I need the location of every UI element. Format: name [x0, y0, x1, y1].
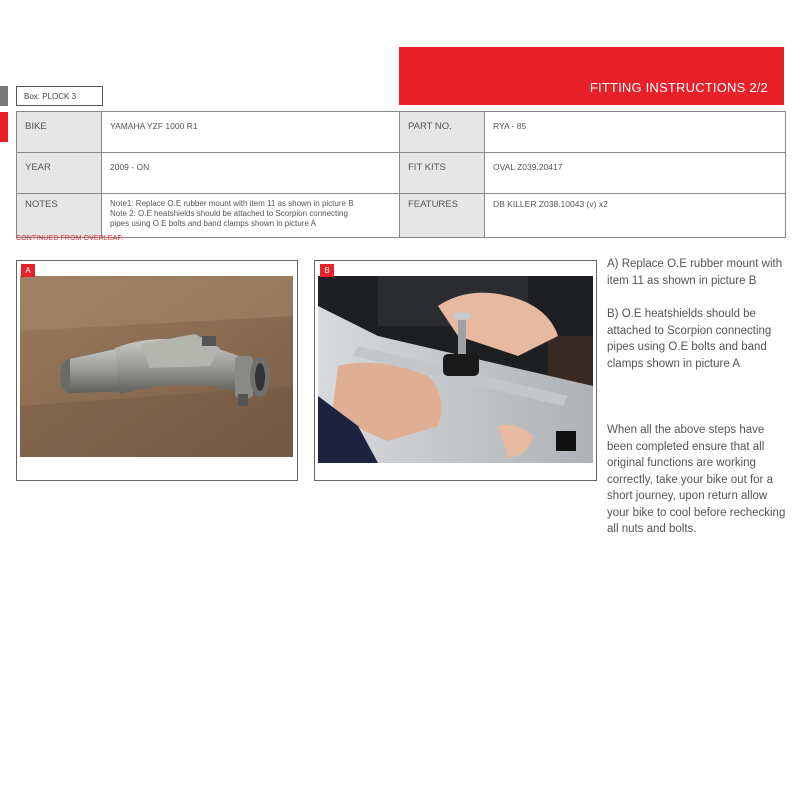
features-value: DB KILLER Z038.10043 (v) x2 [485, 194, 786, 238]
year-value: 2009 - ON [102, 153, 400, 194]
part-value: RYA - 85 [485, 112, 786, 153]
notes-line: Note 2: O.E heatshields should be attached to Scorpion connecting [110, 209, 348, 218]
edge-marker-red [0, 112, 8, 142]
notes-value [102, 194, 400, 238]
box-label: Box: PLOCK 3 [16, 86, 103, 106]
fitkits-value: OVAL Z039.20417 [485, 153, 786, 194]
year-label: YEAR [17, 153, 102, 194]
table-row [17, 153, 786, 194]
fitkits-label: FIT KITS [400, 153, 485, 194]
part-label: PART NO. [400, 112, 485, 153]
features-label: FEATURES [400, 194, 485, 238]
edge-marker-grey [0, 86, 8, 106]
instruction-step-b: B) O.E heatshields should be attached to Scorpion connecting pipes using O.E bolts and band clamps shown in picture A [607, 308, 772, 370]
picture-tag-a: A [21, 264, 35, 277]
picture-tag-b: B [320, 264, 334, 277]
continued-label: CONTINUED FROM OVERLEAF: [16, 235, 124, 242]
heatshield-fitting-photo [318, 276, 593, 463]
notes-line: pipes using O.E bolts and band clamps shown in picture A [110, 219, 316, 228]
table-row [17, 112, 786, 153]
instruction-final: When all the above steps have been completed ensure that all original functions are working correctly, take your bike out for a short journey, upon return allow your bike to cool before rechecking all nuts and bolts. [607, 424, 786, 535]
notes-label: NOTES [17, 194, 102, 238]
table-row [17, 194, 786, 238]
header-banner [399, 47, 784, 105]
spec-table [16, 111, 786, 238]
instruction-step-a: A) Replace O.E rubber mount with item 11 as shown in picture B [607, 258, 783, 287]
exhaust-pipe-photo [20, 276, 293, 457]
bike-value: YAMAHA YZF 1000 R1 [102, 112, 400, 153]
page-title: FITTING INSTRUCTIONS 2/2 [589, 80, 768, 95]
bike-label: BIKE [17, 112, 102, 153]
notes-line: Note1: Replace O.E rubber mount with item 11 as shown in picture B [110, 199, 354, 208]
